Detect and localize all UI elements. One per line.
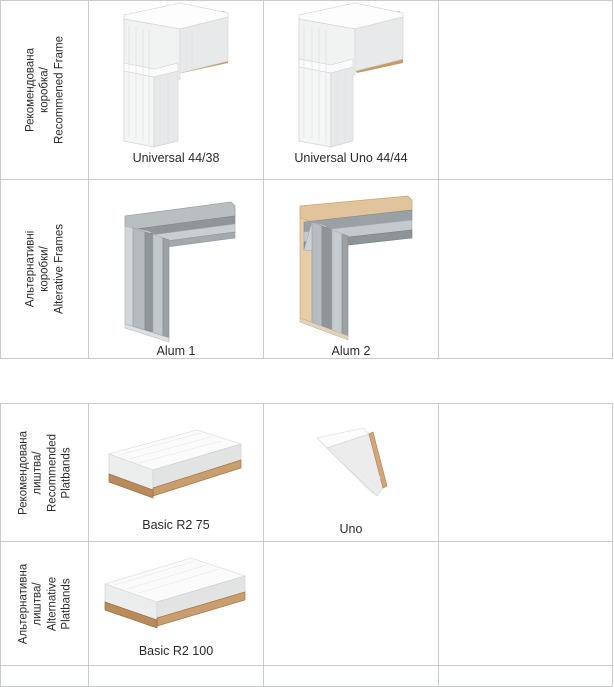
- cell-caption: Universal 44/38: [132, 151, 220, 165]
- frame-universal-uno-44-44-image: [291, 1, 411, 151]
- cell-empty: [439, 1, 613, 180]
- cell-empty: [439, 666, 613, 687]
- row-label-alternative-frames: [1, 180, 89, 359]
- cell-caption: Basic R2 75: [142, 518, 210, 532]
- cell-empty: [264, 666, 439, 687]
- row-label-text: Рекомендована коробка/ Recommened Frame: [23, 35, 65, 145]
- table-row: [1, 666, 613, 687]
- frame-alum-2-image: [286, 194, 416, 344]
- cell-uno: [264, 404, 439, 542]
- cell-caption: Basic R2 100: [138, 644, 214, 658]
- row-label-empty: [1, 666, 89, 687]
- row-label-recommended-frame: [1, 1, 89, 180]
- cell-caption: Alum 2: [331, 344, 371, 358]
- cell-alum-1: [89, 180, 264, 359]
- cell-basic-r2-100: [89, 542, 264, 666]
- platband-basic-r2-100-image: [99, 552, 254, 644]
- row-label-recommended-platbands: [1, 404, 89, 542]
- frame-universal-44-38-image: [116, 1, 236, 151]
- cell-universal-44-38: [89, 1, 264, 180]
- cell-empty: [439, 180, 613, 359]
- cell-caption: Universal Uno 44/44: [294, 151, 408, 165]
- row-label-text: Альтернативні коробки/ Alterative Frames: [23, 223, 65, 315]
- table-row: [1, 180, 613, 359]
- cell-universal-uno-44-44: [264, 1, 439, 180]
- table-row: [1, 542, 613, 666]
- table-row: [1, 404, 613, 542]
- table-row: [1, 1, 613, 180]
- row-label-text: Альтернативна лиштва/ Alternative Platbands: [16, 563, 72, 644]
- platbands-table: [0, 403, 613, 687]
- platband-uno-image: [291, 422, 411, 522]
- cell-empty: [89, 666, 264, 687]
- frame-alum-1-image: [111, 194, 241, 344]
- row-label-text: Рекомендована лиштва/ Recommended Platbands: [16, 430, 72, 515]
- cell-basic-r2-75: [89, 404, 264, 542]
- cell-alum-2: [264, 180, 439, 359]
- cell-caption: Alum 1: [156, 344, 196, 358]
- row-label-alternative-platbands: [1, 542, 89, 666]
- cell-empty: [264, 542, 439, 666]
- cell-caption: Uno: [339, 522, 363, 536]
- cell-empty: [439, 542, 613, 666]
- platband-basic-r2-75-image: [101, 418, 251, 518]
- cell-empty: [439, 404, 613, 542]
